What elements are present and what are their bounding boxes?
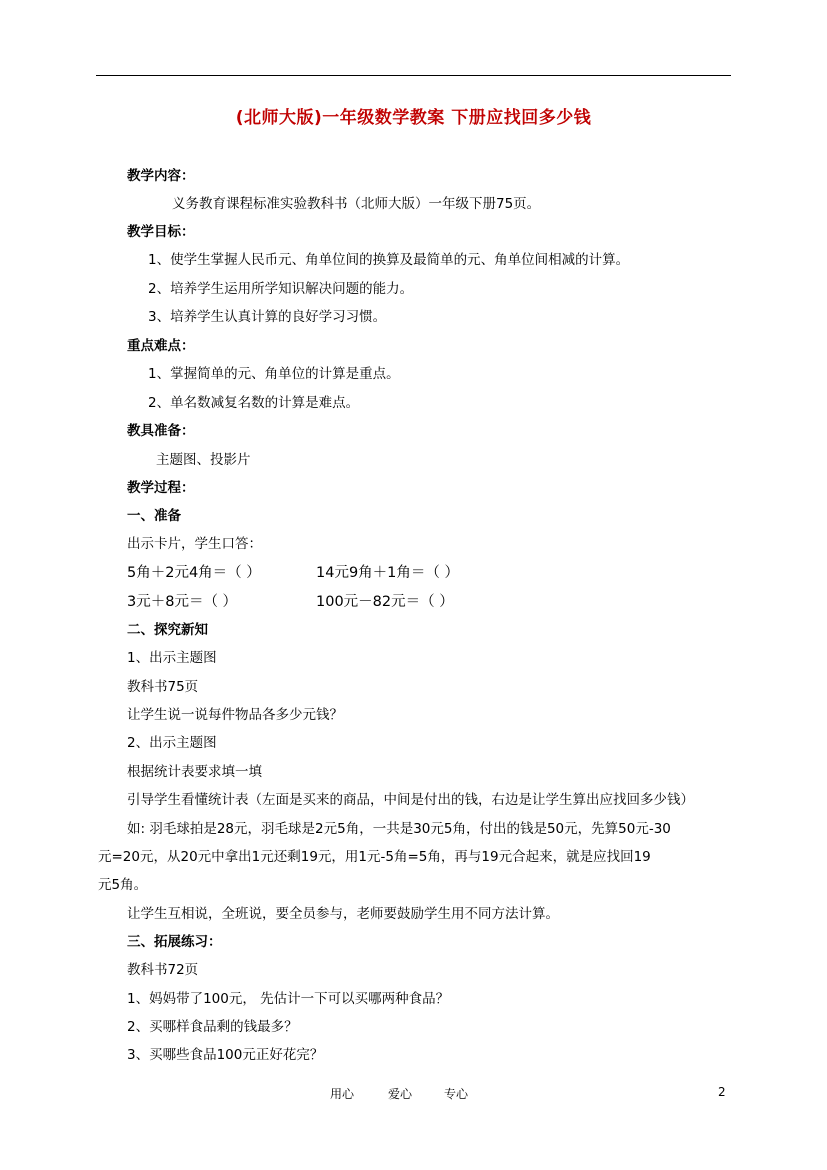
part3-line: 教科书72页 xyxy=(127,962,199,978)
tools-text: 主题图、投影片 xyxy=(156,452,251,468)
part2-heading: 二、探究新知 xyxy=(127,622,208,638)
part2-line: 1、出示主题图 xyxy=(127,650,217,666)
part2-line: 让学生说一说每件物品各多少元钱？ xyxy=(127,707,343,723)
keypoint-item: 1、掌握简单的元、角单位的计算是重点。 xyxy=(148,366,400,382)
content-text: 义务教育课程标准实验教科书（北师大版）一年级下册75页。 xyxy=(172,196,541,212)
part2-line: 引导学生看懂统计表（左面是买来的商品，中间是付出的钱，右边是让学生算出应找回多少钱） xyxy=(127,792,694,808)
part2-line: 让学生互相说，全班说，要全员参与，老师要鼓励学生用不同方法计算。 xyxy=(127,906,559,922)
part3-line: 2、买哪样食品剩的钱最多？ xyxy=(127,1019,298,1035)
goal-item: 3、培养学生认真计算的良好学习习惯。 xyxy=(148,309,387,325)
content-heading: 教学内容： xyxy=(127,168,195,184)
goal-item: 2、培养学生运用所学知识解决问题的能力。 xyxy=(148,281,414,297)
calc-item: 5角＋2元4角＝（ ） xyxy=(127,565,261,581)
part2-line: 如: 羽毛球拍是28元，羽毛球是2元5角，一共是30元5角，付出的钱是50元，先算50元-30 xyxy=(127,821,671,837)
part2-line: 元=20元，从20元中拿出1元还剩19元，用1元-5角=5角，再与19元合起来，就是应找回19 xyxy=(98,849,651,865)
part1-intro: 出示卡片，学生口答： xyxy=(127,536,262,552)
header-rule xyxy=(96,75,731,76)
part2-line: 教科书75页 xyxy=(127,679,199,695)
tools-heading: 教具准备： xyxy=(127,423,195,439)
part3-line: 3、买哪些食品100元正好花完？ xyxy=(127,1047,324,1063)
footer-word: 爱心 xyxy=(388,1087,413,1101)
footer-word: 专心 xyxy=(444,1087,469,1101)
part3-line: 1、妈妈带了100元， 先估计一下可以买哪两种食品？ xyxy=(127,991,450,1007)
goals-heading: 教学目标： xyxy=(127,224,195,240)
part2-line: 元5角。 xyxy=(98,877,148,893)
keypoint-item: 2、单名数减复名数的计算是难点。 xyxy=(148,395,360,411)
page-number: 2 xyxy=(718,1085,726,1099)
calc-item: 100元－82元＝（ ） xyxy=(316,594,454,610)
footer-word: 用心 xyxy=(330,1087,355,1101)
part2-line: 2、出示主题图 xyxy=(127,735,217,751)
keypoints-heading: 重点难点： xyxy=(127,338,195,354)
document-title: (北师大版)一年级数学教案 下册应找回多少钱 xyxy=(235,108,592,128)
process-heading: 教学过程： xyxy=(127,480,195,496)
goal-item: 1、使学生掌握人民币元、角单位间的换算及最简单的元、角单位间相减的计算。 xyxy=(148,252,630,268)
calc-item: 14元9角＋1角＝（ ） xyxy=(316,565,460,581)
calc-item: 3元＋8元＝（ ） xyxy=(127,594,238,610)
part3-heading: 三、拓展练习： xyxy=(127,934,222,950)
part2-line: 根据统计表要求填一填 xyxy=(127,764,262,780)
part1-heading: 一、准备 xyxy=(127,508,181,524)
